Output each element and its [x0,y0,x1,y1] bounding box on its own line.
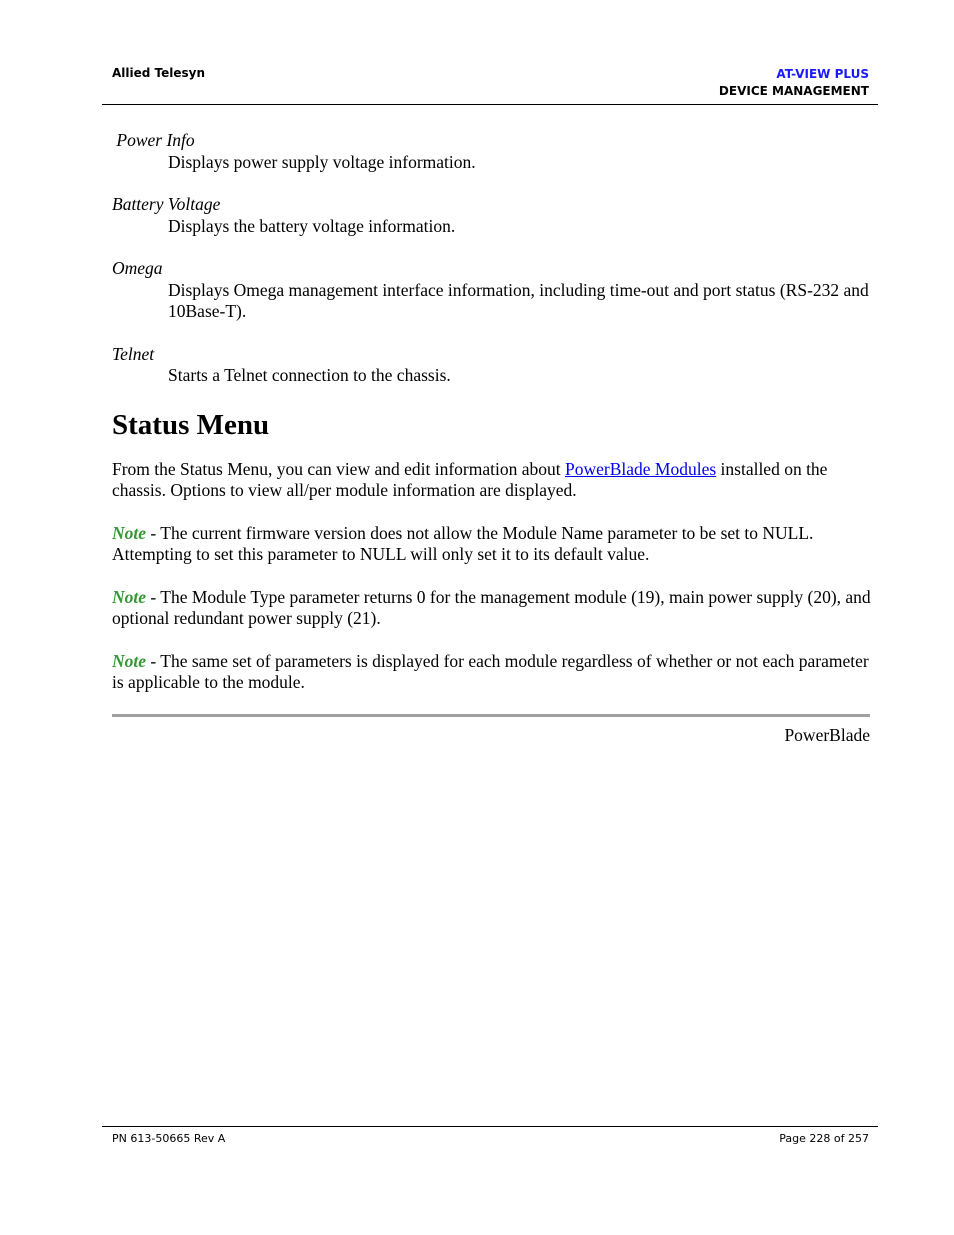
entry-description: Displays the battery voltage information. [168,215,456,236]
entry-term: Omega [112,258,163,278]
header-product: AT-VIEW PLUS [776,67,869,81]
entry-description: Starts a Telnet connection to the chassis. [168,365,451,385]
note-text: - The current firmware version does not allow the Module Name parameter to be set to NULL. Attempting to set this parameter to NULL will only set it to its default value. [112,522,814,564]
entry-battery-voltage [112,194,872,237]
note-label: Note [112,522,147,543]
header-section: DEVICE MANAGEMENT [718,84,869,98]
header-rule [102,104,878,105]
entry-omega [112,258,872,323]
header-title-block [719,66,869,100]
note-label: Note [112,650,147,671]
entry-description: Displays power supply voltage information. [168,151,476,172]
entry-term: Telnet [112,343,155,364]
intro-text-before: From the Status Menu, you can view and edit information about [112,458,565,479]
note-text: - The same set of parameters is displayed for each module regardless of whether or not each parameter is applicable to the module. [112,650,869,692]
related-topic-link[interactable]: PowerBlade [784,724,870,745]
powerblade-modules-link[interactable]: PowerBlade Modules [564,458,717,479]
entry-power-info [112,130,872,173]
entry-telnet [112,344,872,387]
footer-page-number: Page 228 of 257 [779,1132,869,1145]
section-divider [112,714,870,717]
page-content [112,130,872,746]
note-paragraph [112,523,872,566]
intro-text-after: installed on the chassis. Options to view all/per module information are displayed. [112,458,828,500]
intro-paragraph [112,459,872,502]
section-heading: Status Menu [112,408,270,441]
note-text: - The Module Type parameter returns 0 for the management module (19), main power supply (20), and optional redundant power supply (21). [112,586,871,628]
entry-term: Power Info [112,130,195,150]
footer-rule [102,1126,878,1127]
note-paragraph [112,587,872,630]
header-company: Allied Telesyn [112,66,206,80]
entry-description: Displays Omega management interface information, including time-out and port status (RS-232 and 10Base-T). [168,279,869,321]
footer-part-number: PN 613-50665 Rev A [112,1132,226,1145]
entry-term: Battery Voltage [112,194,221,214]
note-paragraph [112,651,872,694]
note-label: Note [112,586,147,607]
